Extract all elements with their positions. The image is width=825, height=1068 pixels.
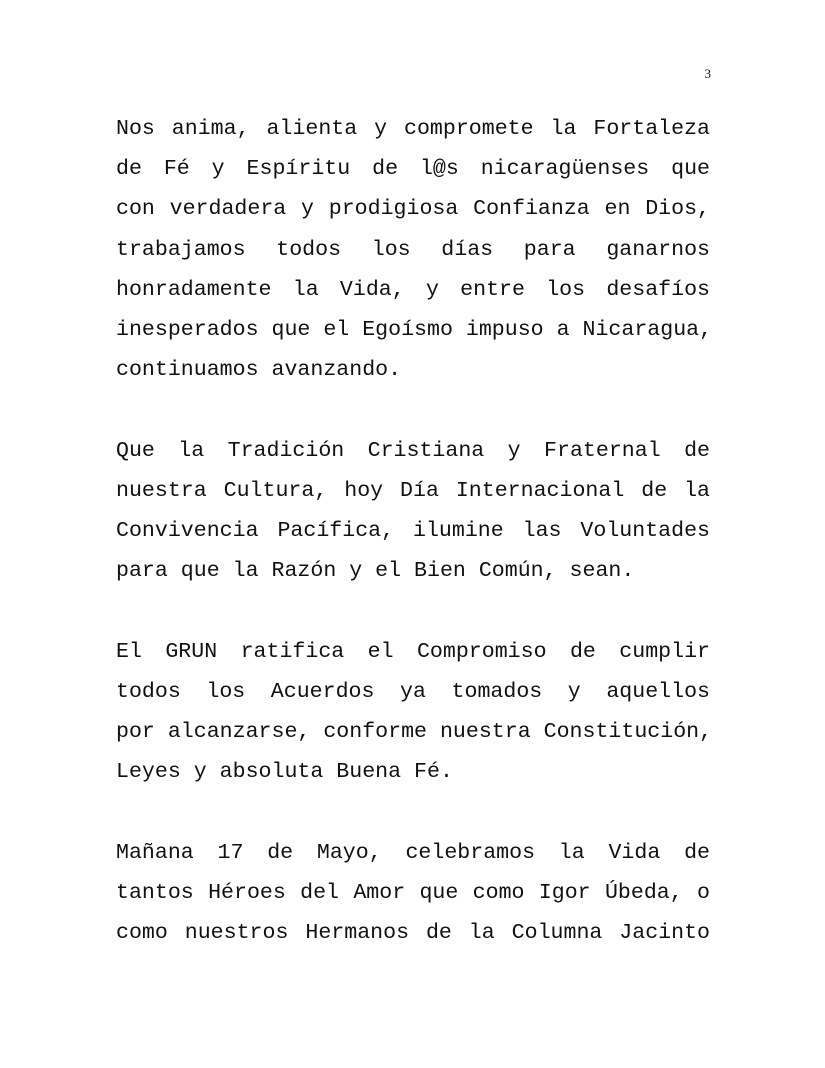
paragraph: [116, 109, 713, 390]
text-line: de Fé y Espíritu de l@s nicaragüenses que: [116, 157, 710, 182]
text-line: por alcanzarse, conforme nuestra Constitución,: [116, 720, 713, 745]
text-line: trabajamos todos los días para ganarnos: [116, 237, 710, 262]
text-line: con verdadera y prodigiosa Confianza en Dios,: [116, 197, 710, 222]
text-line: continuamos avanzando.: [116, 358, 402, 383]
text-line: Nos anima, alienta y compromete la Fortaleza: [116, 117, 710, 141]
text-line: tantos Héroes del Amor que como Igor Úbeda, o: [116, 880, 710, 905]
text-line: El GRUN ratifica el Compromiso de cumplir: [116, 639, 710, 664]
text-line: para que la Razón y el Bien Común, sean.: [116, 559, 635, 584]
text-line: Leyes y absoluta Buena Fé.: [116, 760, 453, 785]
text-line: como nuestros Hermanos de la Columna Jacinto: [116, 921, 710, 946]
paragraph: [116, 431, 710, 592]
text-line: todos los Acuerdos ya tomados y aquellos: [116, 679, 710, 704]
document-body: [116, 109, 713, 953]
text-line: Mañana 17 de Mayo, celebramos la Vida de: [116, 840, 710, 865]
text-line: honradamente la Vida, y entre los desafíos: [116, 277, 710, 302]
text-line: inesperados que el Egoísmo impuso a Nicaragua,: [116, 318, 713, 343]
text-line: Convivencia Pacífica, ilumine las Voluntades: [116, 519, 710, 544]
text-line: nuestra Cultura, hoy Día Internacional de la: [116, 478, 710, 503]
paragraph: [116, 833, 710, 954]
page-number: 3: [704, 66, 711, 81]
paragraph: [116, 632, 713, 793]
text-line: Que la Tradición Cristiana y Fraternal de: [116, 438, 710, 463]
